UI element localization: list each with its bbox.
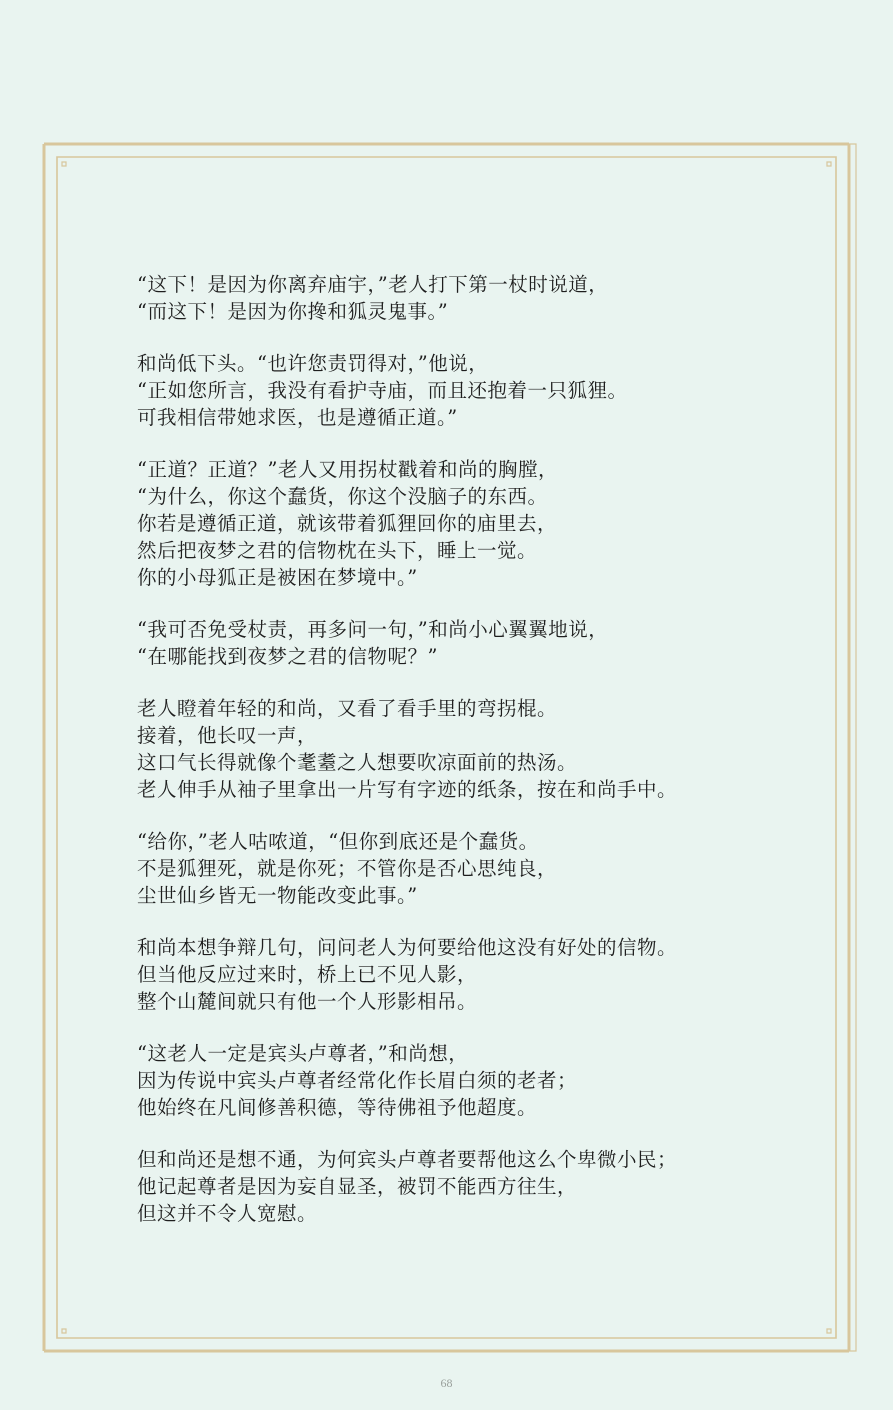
paragraph (137, 934, 837, 1015)
story-text (137, 271, 837, 1252)
text-line: 但当他反应过来时，桥上已不见人影， (137, 963, 478, 986)
paragraph (137, 271, 837, 325)
text-line: “正如您所言，我没有看护寺庙，而且还抱着一只狐狸。 (137, 379, 628, 402)
text-line: “这下！是因为你离弃庙宇，”老人打下第一杖时说道， (137, 273, 609, 296)
text-line: 老人伸手从袖子里拿出一片写有字迹的纸条，按在和尚手中。 (137, 778, 678, 801)
text-line: 老人瞪着年轻的和尚，又看了看手里的弯拐棍。 (137, 697, 558, 720)
paragraph (137, 350, 837, 431)
text-line: “给你，”老人咕哝道，“但你到底还是个蠢货。 (137, 830, 539, 853)
paragraph (137, 1040, 837, 1121)
text-line: 你的小母狐正是被困在梦境中。” (137, 566, 418, 589)
text-line: “正道？正道？”老人又用拐杖戳着和尚的胸膛， (137, 458, 558, 481)
text-line: 整个山麓间就只有他一个人形影相吊。 (137, 990, 478, 1013)
text-line: 这口气长得就像个耄耋之人想要吹凉面前的热汤。 (137, 751, 578, 774)
text-line: 接着，他长叹一声， (137, 724, 318, 747)
text-line: “这老人一定是宾头卢尊者，”和尚想， (137, 1042, 469, 1065)
paragraph (137, 1146, 837, 1227)
paragraph (137, 616, 837, 670)
text-line: “而这下！是因为你搀和狐灵鬼事。” (137, 300, 449, 323)
text-line: 他始终在凡间修善积德，等待佛祖予他超度。 (137, 1096, 538, 1119)
text-line: 但和尚还是想不通，为何宾头卢尊者要帮他这么个卑微小民； (137, 1148, 678, 1171)
page-number: 68 (440, 1376, 453, 1390)
text-line: 你若是遵循正道，就该带着狐狸回你的庙里去， (137, 512, 558, 535)
text-line: 他记起尊者是因为妄自显圣，被罚不能西方往生， (137, 1175, 578, 1198)
text-line: 不是狐狸死，就是你死；不管你是否心思纯良， (137, 857, 558, 880)
text-line: “在哪能找到夜梦之君的信物呢？” (137, 645, 438, 668)
text-line: 可我相信带她求医，也是遵循正道。” (137, 406, 458, 429)
text-line: 和尚本想争辩几句，问问老人为何要给他这没有好处的信物。 (137, 936, 678, 959)
text-line: 但这并不令人宽慰。 (137, 1202, 318, 1225)
text-line: 尘世仙乡皆无一物能改变此事。” (137, 884, 418, 907)
paragraph (137, 456, 837, 591)
paragraph (137, 828, 837, 909)
text-line: “我可否免受杖责，再多问一句，”和尚小心翼翼地说， (137, 618, 609, 641)
text-line: 然后把夜梦之君的信物枕在头下，睡上一觉。 (137, 539, 538, 562)
text-line: 因为传说中宾头卢尊者经常化作长眉白须的老者； (137, 1069, 578, 1092)
text-line: 和尚低下头。“也许您责罚得对，”他说， (137, 352, 489, 375)
text-line: “为什么，你这个蠢货，你这个没脑子的东西。 (137, 485, 548, 508)
paragraph (137, 695, 837, 803)
